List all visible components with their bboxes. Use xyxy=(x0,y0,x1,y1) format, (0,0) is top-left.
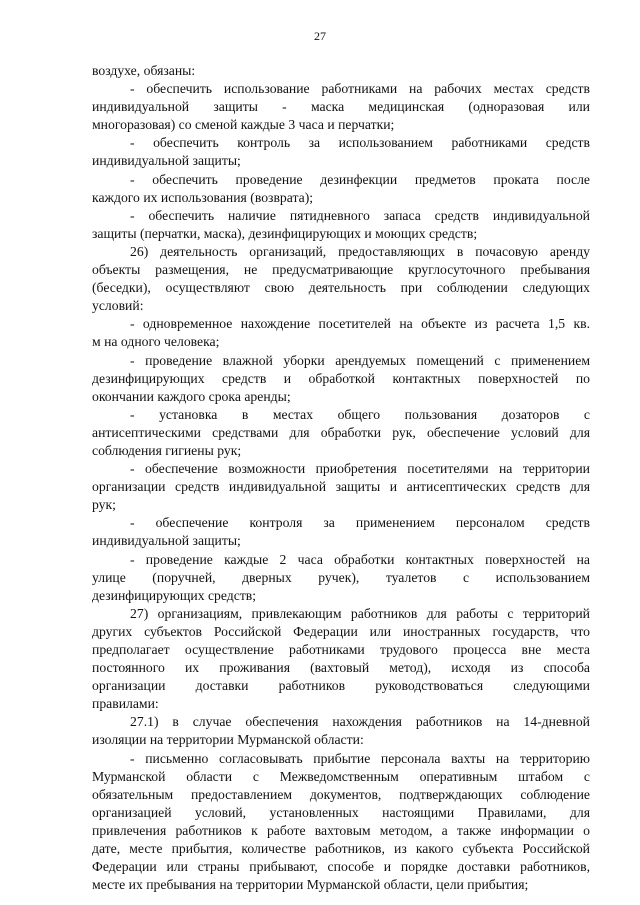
text-line: - письменно согласовывать прибытие персонала вахты на территорию xyxy=(130,750,590,766)
text-line: организации доставки работников руководствоваться следующими xyxy=(92,678,590,694)
text-line: других субъектов Российской Федерации или иностранных государств, что xyxy=(92,623,590,639)
document-body xyxy=(92,62,590,894)
text-line: объекты размещения, не предусматривающие круглосуточного пребывания xyxy=(92,262,590,278)
text-line: рук; xyxy=(92,497,116,513)
text-line: соблюдения гигиены рук; xyxy=(92,442,242,458)
text-line: - обеспечить контроль за использованием работниками средств xyxy=(130,135,590,151)
text-line: - установка в местах общего пользования дозаторов с xyxy=(130,406,590,422)
text-line: - обеспечить проведение дезинфекции предметов проката после xyxy=(130,171,590,187)
text-line: предполагает осуществление работниками трудового процесса вне места xyxy=(92,642,590,657)
text-line: организации средств индивидуальной защиты и антисептических средств для xyxy=(92,479,590,495)
text-line: улице (поручней, дверных ручек), туалетов с использованием xyxy=(92,569,590,585)
text-line: обязательным предоставлением документов, подтверждающих соблюдение xyxy=(92,786,590,802)
text-line: организацией условий, установленных настоящими Правилами, для xyxy=(92,804,590,820)
text-line: - обеспечить использование работниками на рабочих местах средств xyxy=(130,81,590,97)
text-line: - проведение каждые 2 часа обработки контактных поверхностей на xyxy=(130,551,590,567)
text-line: - одновременное нахождение посетителей на объекте из расчета 1,5 кв. xyxy=(130,316,590,332)
text-line: индивидуальной защиты; xyxy=(92,533,241,549)
text-line: Федерации или страны прибывают, способе и порядке доставки работников, xyxy=(92,859,590,875)
text-line: защиты (перчатки, маска), дезинфицирующих и моющих средств; xyxy=(92,225,478,241)
text-line: - проведение влажной уборки арендуемых помещений с применением xyxy=(130,352,590,368)
text-line: месте их пребывания на территории Мурманской области, цели прибытия; xyxy=(92,877,529,893)
text-line: изоляции на территории Мурманской области: xyxy=(92,732,364,748)
text-line: Мурманской области с Межведомственным оперативным штабом с xyxy=(92,768,590,784)
text-line: дате, месте прибытия, количестве работников, из какого субъекта Российской xyxy=(92,841,590,857)
text-line: индивидуальной защиты - маска медицинская (одноразовая или xyxy=(92,99,590,115)
text-line: правилами: xyxy=(92,696,159,712)
text-line: - обеспечение контроля за применением персоналом средств xyxy=(130,515,590,531)
text-line: 26) деятельность организаций, предоставляющих в почасовую аренду xyxy=(130,243,590,259)
text-line: (беседки), осуществляют свою деятельность при соблюдении следующих xyxy=(92,280,590,296)
text-line: многоразовая) со сменой каждые 3 часа и перчатки; xyxy=(92,117,395,133)
text-line: каждого их использования (возврата); xyxy=(92,189,314,205)
text-line: - обеспечить наличие пятидневного запаса средств индивидуальной xyxy=(130,207,590,223)
text-line: индивидуальной защиты; xyxy=(92,153,241,169)
text-line: м на одного человека; xyxy=(92,334,220,350)
text-line: условий: xyxy=(92,298,144,314)
page-number: 27 xyxy=(314,29,326,43)
text-line: воздухе, обязаны: xyxy=(92,63,196,78)
text-line: окончании каждого срока аренды; xyxy=(92,388,291,404)
text-line: дезинфицирующих средств и обработкой контактных поверхностей по xyxy=(92,370,590,386)
text-line: привлечения работников к работе вахтовым методом, а также информации о xyxy=(92,822,590,838)
text-line: - обеспечение возможности приобретения посетителями на территории xyxy=(130,461,590,477)
text-line: дезинфицирующих средств; xyxy=(92,587,257,603)
text-line: 27) организациям, привлекающим работников для работы с территорий xyxy=(130,605,590,621)
text-line: 27.1) в случае обеспечения нахождения работников на 14-дневной xyxy=(130,714,590,730)
text-line: постоянного их проживания (вахтовый метод), исходя из способа xyxy=(92,660,590,676)
text-line: антисептическими средствами для обработки рук, обеспечение условий для xyxy=(92,424,590,440)
